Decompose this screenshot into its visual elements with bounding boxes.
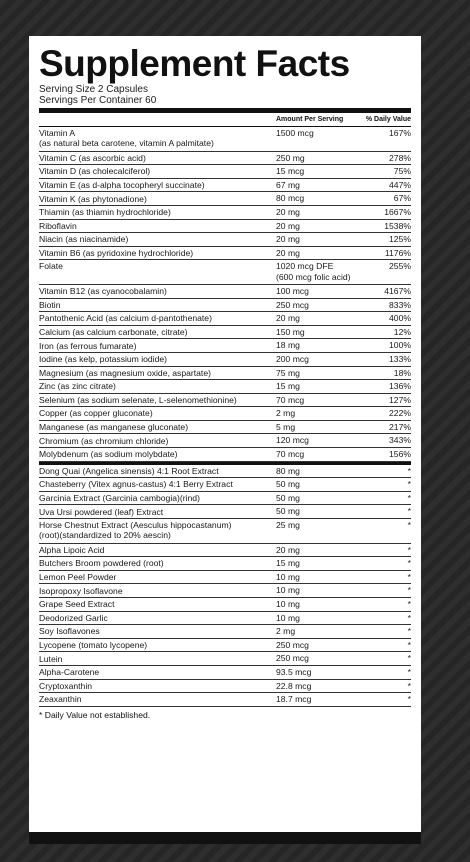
ingredient-name-line: Alpha-Carotene <box>39 667 100 678</box>
ingredient-name <box>39 667 276 677</box>
daily-value-cell: 255% <box>389 261 411 272</box>
ingredient-name-line: Niacin (as niacinamide) <box>39 234 129 245</box>
ingredient-name-line: Biotin <box>39 299 61 310</box>
amount-line: 20 mg <box>276 220 300 231</box>
ingredient-name <box>39 626 276 636</box>
amount-line: 150 mg <box>276 326 305 337</box>
amount-line: 15 mg <box>276 381 300 392</box>
ingredient-name-line: Chasteberry (Vitex agnus-castus) 4:1 Berry Extract <box>39 479 233 490</box>
amount-cell <box>276 192 360 203</box>
daily-value-cell: * <box>407 599 411 609</box>
table-row <box>39 285 411 299</box>
column-header <box>39 113 411 127</box>
amount-line: 1020 mcg DFE <box>276 261 334 272</box>
amount-line: 50 mg <box>276 492 300 503</box>
table-row <box>39 557 411 571</box>
amount-cell <box>276 505 360 516</box>
amount-line: 18 mg <box>276 340 300 351</box>
ingredient-name-line: Lemon Peel Powder <box>39 572 117 582</box>
table-row <box>39 233 411 247</box>
ingredient-name <box>39 408 276 418</box>
daily-value-cell: * <box>407 571 411 582</box>
daily-value-cell: * <box>407 639 411 650</box>
ingredient-name-line: Horse Chestnut Extract (Aesculus hippocastanum) <box>39 520 232 531</box>
amount-line: 67 mg <box>276 179 300 190</box>
ingredient-name-line: Zeaxanthin <box>39 694 82 705</box>
amount-line: 200 mcg <box>276 353 309 364</box>
table-row <box>39 571 411 585</box>
ingredient-name-line: Molybdenum (as sodium molybdate) <box>39 449 178 460</box>
table-row <box>39 165 411 179</box>
ingredient-name <box>39 493 276 503</box>
amount-cell <box>276 598 360 609</box>
daily-value-cell: * <box>407 520 411 531</box>
amount-cell <box>276 544 360 555</box>
ingredient-name <box>39 127 276 148</box>
label-title: Supplement Facts <box>39 43 350 84</box>
daily-value-cell: 400% <box>389 313 411 324</box>
ingredient-name <box>39 221 276 231</box>
amount-cell <box>276 233 360 244</box>
daily-value-cell: 127% <box>389 394 411 405</box>
amount-cell <box>276 693 360 704</box>
amount-cell <box>276 394 360 405</box>
amount-line: 20 mg <box>276 313 300 324</box>
amount-line: 20 mg <box>276 234 300 245</box>
amount-cell <box>276 465 360 476</box>
table-row <box>39 584 411 598</box>
ingredient-name-line: Thiamin (as thiamin hydrochloride) <box>39 207 171 218</box>
table-row <box>39 179 411 193</box>
amount-line: 250 mcg <box>276 639 309 650</box>
daily-value-cell: * <box>407 585 411 596</box>
ingredient-name-line: Vitamin B12 (as cyanocobalamin) <box>39 286 167 297</box>
amount-cell <box>276 519 360 530</box>
ingredient-name-line: Lycopene (tomato lycopene) <box>39 639 148 650</box>
table-row <box>39 312 411 326</box>
amount-cell <box>276 326 360 337</box>
supplement-facts-label <box>29 36 421 844</box>
amount-cell <box>276 666 360 677</box>
table-row <box>39 380 411 394</box>
ingredient-name <box>39 599 276 609</box>
ingredient-name <box>39 341 276 351</box>
ingredient-name-line: Soy Isoflavones <box>39 626 100 637</box>
daily-value-cell: 136% <box>389 381 411 392</box>
ingredient-name-line: Vitamin B6 (as pyridoxine hydrochloride) <box>39 247 194 258</box>
ingredient-name-line: Grape Seed Extract <box>39 599 115 610</box>
amount-cell <box>276 639 360 650</box>
amount-line: 20 mg <box>276 206 300 217</box>
amount-line: 100 mcg <box>276 285 309 296</box>
daily-value-cell: * <box>407 694 411 705</box>
daily-value-cell: 4167% <box>384 285 411 296</box>
ingredient-name-line: Selenium (as sodium selenate, L-selenomethionine) <box>39 394 237 405</box>
amount-cell <box>276 380 360 391</box>
ingredient-name <box>39 466 276 476</box>
amount-line: 70 mcg <box>276 449 305 460</box>
amount-cell <box>276 165 360 176</box>
ingredient-name <box>39 313 276 323</box>
daily-value-cell: 1176% <box>384 247 411 258</box>
amount-cell <box>276 407 360 418</box>
amount-line: 15 mcg <box>276 166 305 177</box>
amount-line: 18.7 mcg <box>276 694 312 705</box>
table-row <box>39 598 411 612</box>
ingredient-name <box>39 166 276 176</box>
amount-line: 20 mg <box>276 247 300 258</box>
ingredient-name <box>39 286 276 296</box>
amount-line: 75 mg <box>276 367 300 378</box>
ingredient-name-line: Calcium (as calcium carbonate, citrate) <box>39 326 188 337</box>
daily-value-cell: 343% <box>389 435 411 446</box>
ingredient-name-line: Butchers Broom powdered (root) <box>39 558 164 569</box>
daily-value-cell: * <box>407 492 411 503</box>
footnote: * Daily Value not established. <box>39 709 151 720</box>
daily-value-cell: 1538% <box>384 220 411 231</box>
amount-cell <box>276 680 360 691</box>
table-row <box>39 299 411 313</box>
ingredient-name <box>39 381 276 391</box>
amount-line: 80 mg <box>276 465 300 476</box>
amount-line: (600 mcg folic acid) <box>276 271 351 282</box>
daily-value-cell: 1667% <box>384 206 411 217</box>
ingredient-name <box>39 479 276 489</box>
ingredient-name <box>39 300 276 310</box>
ingredient-name <box>39 586 276 596</box>
amount-line: 50 mg <box>276 506 300 517</box>
ingredient-name-line: Uva Ursi powdered (leaf) Extract <box>39 506 164 517</box>
amount-cell <box>276 152 360 163</box>
ingredient-name <box>39 640 276 650</box>
table-row <box>39 519 411 544</box>
ingredient-name <box>39 260 276 271</box>
table-row <box>39 367 411 381</box>
amount-cell <box>276 571 360 582</box>
ingredient-name-line: Vitamin K (as phytonadione) <box>39 193 147 204</box>
daily-value-cell: * <box>407 666 411 677</box>
ingredient-name <box>39 194 276 204</box>
ingredient-name-line: Isopropoxy Isoflavone <box>39 585 123 596</box>
daily-value-cell: * <box>407 558 411 569</box>
amount-cell <box>276 285 360 296</box>
ingredient-name <box>39 507 276 517</box>
amount-line: 5 mg <box>276 421 296 432</box>
vitamins-table <box>39 127 411 462</box>
daily-value-cell: 156% <box>389 449 411 460</box>
ingredient-name-line: Alpha Lipoic Acid <box>39 544 105 555</box>
ingredient-name-line: Lutein <box>39 653 63 664</box>
table-row <box>39 492 411 506</box>
ingredient-name <box>39 449 276 459</box>
amount-line: 10 mg <box>276 585 300 596</box>
table-row <box>39 652 411 666</box>
ingredient-name-line: (as natural beta carotene, vitamin A palmitate) <box>39 138 214 149</box>
table-row <box>39 247 411 261</box>
table-row <box>39 680 411 694</box>
bottom-bar <box>29 832 421 844</box>
amount-cell <box>276 339 360 350</box>
amount-line: 80 mcg <box>276 193 305 204</box>
daily-value-cell: 133% <box>389 353 411 364</box>
amount-line: 250 mg <box>276 152 305 163</box>
ingredient-name <box>39 207 276 217</box>
ingredient-name-line: Cryptoxanthin <box>39 680 93 691</box>
ingredient-name <box>39 248 276 258</box>
daily-value-cell: 75% <box>393 166 411 177</box>
table-row <box>39 625 411 639</box>
amount-line: 250 mcg <box>276 299 309 310</box>
amount-cell <box>276 367 360 378</box>
ingredient-name-line: Magnesium (as magnesium oxide, aspartate) <box>39 367 211 378</box>
table-row <box>39 127 411 152</box>
ingredient-name-line: Zinc (as zinc citrate) <box>39 381 116 392</box>
amount-cell <box>276 492 360 503</box>
amount-cell <box>276 299 360 310</box>
daily-value-cell: 447% <box>389 179 411 190</box>
ingredient-name <box>39 681 276 691</box>
daily-value-cell: * <box>407 465 411 476</box>
ingredient-name-line: Vitamin A <box>39 128 76 138</box>
table-row <box>39 544 411 558</box>
table-row <box>39 220 411 234</box>
ingredient-name <box>39 436 276 446</box>
daily-value-cell: 100% <box>389 340 411 351</box>
table-row <box>39 326 411 340</box>
ingredient-name <box>39 422 276 432</box>
ingredient-name <box>39 395 276 405</box>
table-row <box>39 612 411 626</box>
amount-cell <box>276 247 360 258</box>
amount-cell <box>276 312 360 323</box>
amount-cell <box>276 434 360 445</box>
amount-line: 1500 mcg <box>276 128 314 138</box>
amount-cell <box>276 206 360 217</box>
ingredient-name-line: Iron (as ferrous fumarate) <box>39 340 137 351</box>
ingredient-name <box>39 327 276 337</box>
amount-line: 2 mg <box>276 408 296 419</box>
daily-value-cell: * <box>407 479 411 490</box>
ingredient-name <box>39 558 276 568</box>
table-row <box>39 478 411 492</box>
daily-value-cell: 125% <box>389 234 411 245</box>
ingredient-name-line: Manganese (as manganese gluconate) <box>39 422 189 433</box>
amount-cell <box>276 179 360 190</box>
ingredient-name-line: Pantothenic Acid (as calcium d-pantothenate) <box>39 313 212 324</box>
daily-value-cell: 18% <box>393 367 411 378</box>
table-row <box>39 152 411 166</box>
ingredient-name <box>39 519 276 540</box>
serving-size: Serving Size 2 Capsules <box>39 84 148 95</box>
amount-cell <box>276 260 360 281</box>
amount-line: 15 mg <box>276 558 300 569</box>
amount-cell <box>276 652 360 663</box>
amount-line: 22.8 mcg <box>276 680 312 691</box>
ingredient-name <box>39 234 276 244</box>
ingredient-name-line: (root)(standardized to 20% aescin) <box>39 530 171 541</box>
daily-value-cell: * <box>407 626 411 637</box>
amount-cell <box>276 612 360 623</box>
table-row <box>39 394 411 408</box>
daily-value-cell: 12% <box>393 326 411 337</box>
table-row <box>39 421 411 435</box>
amount-line: 20 mg <box>276 544 300 555</box>
ingredient-name-line: Riboflavin <box>39 220 77 231</box>
ingredient-name-line: Chromium (as chromium chloride) <box>39 435 169 446</box>
daily-value-cell: 67% <box>393 193 411 204</box>
ingredient-name <box>39 180 276 190</box>
daily-value-cell: 167% <box>389 128 411 138</box>
daily-value-cell: 217% <box>389 421 411 432</box>
ingredient-name-line: Iodine (as kelp, potassium iodide) <box>39 354 168 365</box>
table-row <box>39 353 411 367</box>
amount-cell <box>276 448 360 459</box>
table-row <box>39 448 411 462</box>
daily-value-cell: * <box>407 506 411 517</box>
amount-cell <box>276 353 360 364</box>
ingredient-name-line: Garcinia Extract (Garcinia cambogia)(rind) <box>39 493 200 504</box>
daily-value-cell: * <box>407 612 411 623</box>
amount-line: 2 mg <box>276 626 296 637</box>
amount-line: 50 mg <box>276 479 300 490</box>
table-row <box>39 407 411 421</box>
ingredient-name-line: Vitamin D (as cholecalciferol) <box>39 166 151 177</box>
dv-header: % Daily Value <box>365 116 411 123</box>
amount-header: Amount Per Serving <box>276 116 344 123</box>
ingredient-name-line: Vitamin C (as ascorbic acid) <box>39 152 146 163</box>
table-row <box>39 192 411 206</box>
ingredient-name <box>39 368 276 378</box>
daily-value-cell: 833% <box>389 299 411 310</box>
table-row <box>39 639 411 653</box>
ingredient-name-line: Dong Quai (Angelica sinensis) 4:1 Root Extract <box>39 465 219 476</box>
amount-line: 25 mg <box>276 520 300 531</box>
amount-cell <box>276 478 360 489</box>
ingredient-name <box>39 654 276 664</box>
ingredient-name-line: Folate <box>39 261 63 272</box>
amount-cell <box>276 220 360 231</box>
table-row <box>39 260 411 285</box>
amount-cell <box>276 557 360 568</box>
amount-line: 70 mcg <box>276 394 305 405</box>
daily-value-cell: 278% <box>389 152 411 163</box>
ingredient-name-line: Copper (as copper gluconate) <box>39 408 153 419</box>
table-row <box>39 434 411 448</box>
daily-value-cell: * <box>407 653 411 664</box>
amount-cell <box>276 625 360 636</box>
amount-line: 10 mg <box>276 612 300 623</box>
daily-value-cell: 222% <box>389 408 411 419</box>
table-row <box>39 465 411 479</box>
ingredient-name <box>39 694 276 704</box>
amount-line: 10 mg <box>276 599 300 609</box>
ingredient-name <box>39 572 276 582</box>
amount-cell <box>276 127 360 138</box>
amount-line: 10 mg <box>276 571 300 582</box>
amount-line: 120 mcg <box>276 435 309 446</box>
amount-cell <box>276 421 360 432</box>
ingredient-name-line: Vitamin E (as d-alpha tocopheryl succinate) <box>39 179 205 190</box>
table-row <box>39 206 411 220</box>
ingredient-name <box>39 613 276 623</box>
servings-per-container: Servings Per Container 60 <box>39 95 157 106</box>
daily-value-cell: * <box>407 680 411 691</box>
amount-line: 93.5 mcg <box>276 666 312 677</box>
table-row <box>39 505 411 519</box>
ingredient-name <box>39 354 276 364</box>
table-row <box>39 666 411 680</box>
amount-line: 250 mcg <box>276 653 309 664</box>
daily-value-cell: * <box>407 544 411 555</box>
amount-cell <box>276 584 360 595</box>
table-row <box>39 339 411 353</box>
other-ingredients-table <box>39 465 411 707</box>
ingredient-name <box>39 545 276 555</box>
ingredient-name <box>39 153 276 163</box>
table-row <box>39 693 411 707</box>
ingredient-name-line: Deodorized Garlic <box>39 612 108 623</box>
